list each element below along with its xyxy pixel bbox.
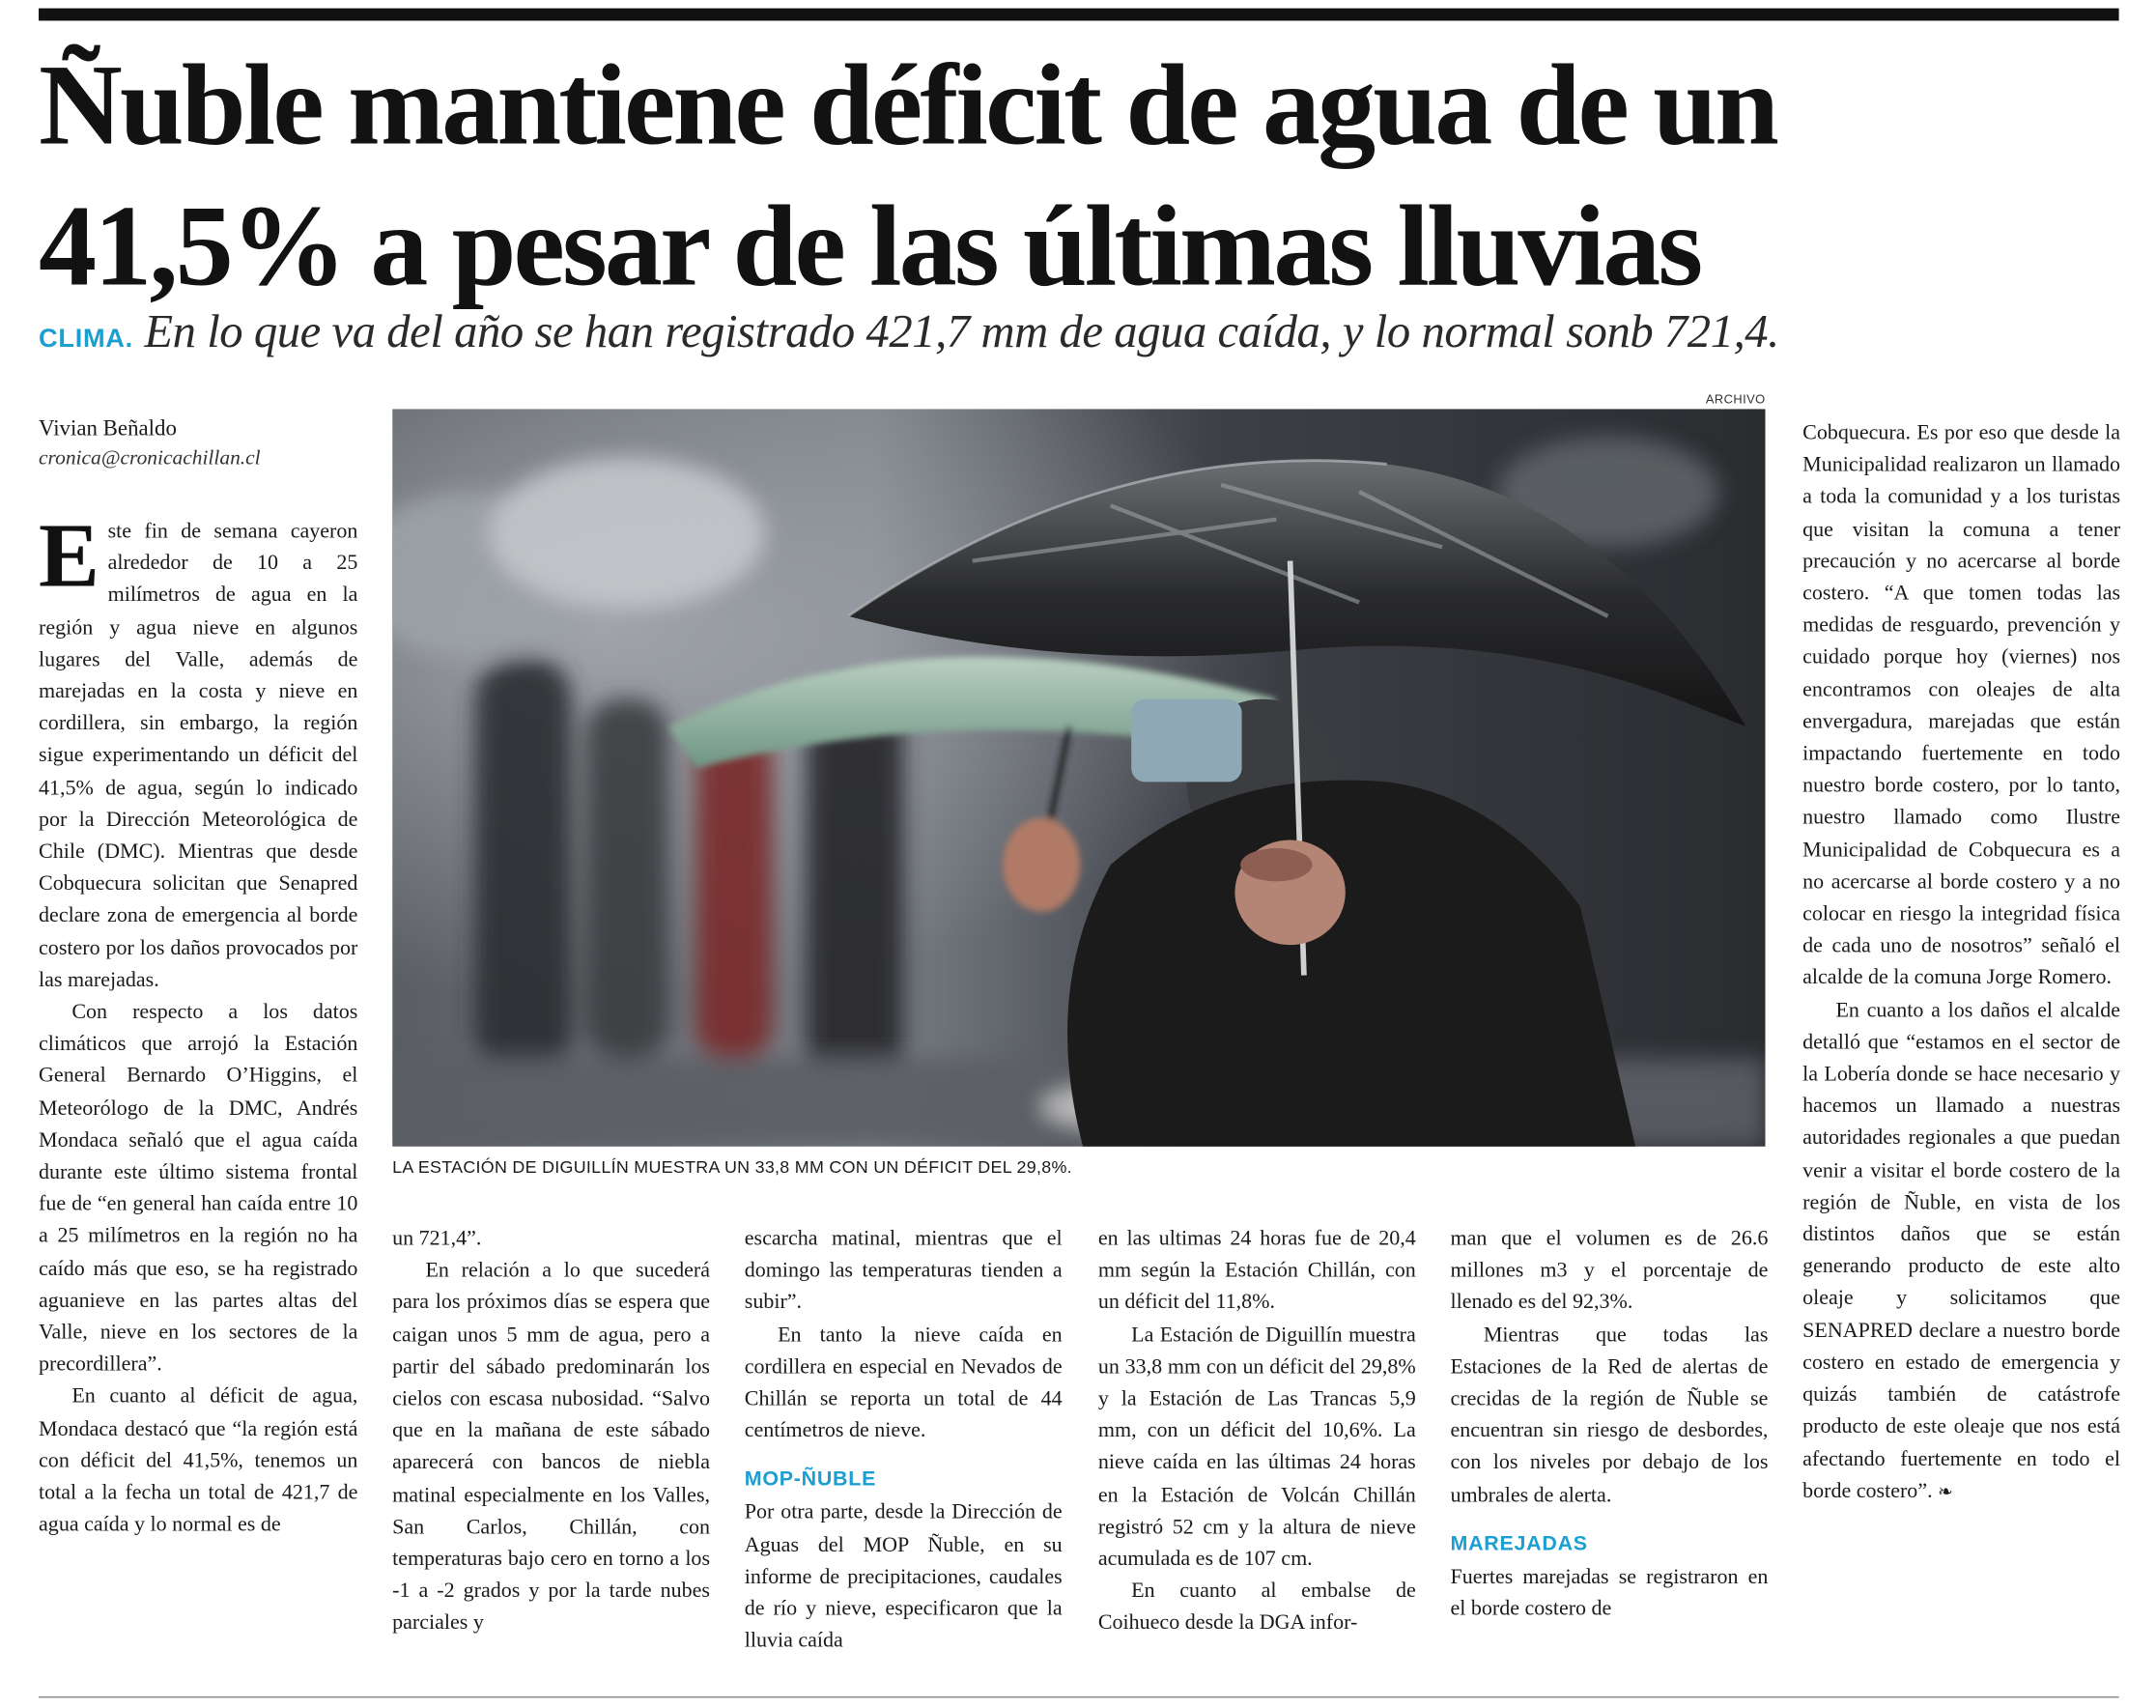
subhead-marejadas: MAREJADAS [1450, 1531, 1588, 1555]
article-column-2 [392, 1223, 710, 1639]
paragraph-4-start: En relación a lo que sucederá para los próximos días se espera que caigan unos 5 mm de agua, pero a partir del sábado predominarán los cielos con escasa nubosidad. “Salvo que en la mañana de este sábado aparecerá con bancos de niebla matinal especialmente en los Valles, San Carlos, Chillán, con temperaturas bajo cero en torno a los -1 a -2 grados y por la tarde nubes parciales y [392, 1259, 711, 1636]
paragraph-5: En tanto la nieve caída en cordillera en especial en Nevados de Chillán se reporta un total de 44 centímetros de nieve. [744, 1323, 1063, 1443]
headline-line-1: Ñuble mantiene déficit de agua de un [39, 41, 1777, 170]
subtitle [39, 306, 2119, 358]
headline-line-2: 41,5% a pesar de las últimas lluvias [39, 182, 1701, 311]
photo-caption: LA ESTACIÓN DE DIGUILLÍN MUESTRA UN 33,8 MM CON UN DÉFICIT DEL 29,8%. [392, 1157, 1072, 1178]
deck: En lo que va del año se han registrado 421,7 mm de agua caída, y lo normal sonb 721,4. [144, 306, 1779, 358]
paragraph-4-end: escarcha matinal, mientras que el domingo las temperaturas tienden a subir”. [744, 1226, 1063, 1315]
headline [39, 36, 2119, 318]
umbrella-photo-illustration [392, 409, 1765, 1147]
umbrella-photo [392, 409, 1765, 1147]
paragraph-6-start: Por otra parte, desde la Dirección de Aguas del MOP Ñuble, en su informe de precipitaciones, caudales de río y nieve, especificaron que la lluvia caída [744, 1500, 1063, 1653]
end-mark-icon: ❧ [1938, 1481, 1953, 1503]
paragraph-8-end: man que el volumen es de 26.6 millones m3 y el porcentaje de llenado es del 92,3%. [1450, 1226, 1769, 1315]
paragraph-7: La Estación de Diguillín muestra un 33,8 mm con un déficit del 29,8% y la Estación de Las Trancas 5,9 mm, con un déficit del 10,6%. La nieve caída en las últimas 24 horas en la Estación de Volcán Chillán registró 52 cm y la altura de nieve acumulada es de 107 cm. [1097, 1323, 1416, 1571]
paragraph-11-text: En cuanto a los daños el alcalde detalló que “estamos en el sector de la Lobería donde se hace necesario y hacemos un llamado a nuestras autoridades regionales a que puedan venir a visitar el borde costero de la región de Ñuble, en vista de los distintos daños que se están generando producto de este alto oleaje y solicitamos que SENAPRED declare a nuestro borde costero en estado de emergencia y quizás también de catástrofe producto de este oleaje que nos está afectando fuertemente en todo el borde costero”. [1802, 998, 2121, 1503]
paragraph-1 [39, 505, 358, 996]
paragraph-1-text: ste fin de semana cayeron alrededor de 10 a 25 milímetros de agua en la región y agua nieve en algunos lugares del Valle, además de marejadas en la costa y nieve en cordillera, sin embargo, la región sigue experimentando un déficit del 41,5% de agua, según lo indicado por la Dirección Meteorológica de Chile (DMC). Mientras que desde Cobquecura solicitan que Senapred declare zona de emergencia al borde costero por los daños provocados por las marejadas. [39, 519, 358, 992]
paragraph-6-end: en las ultimas 24 horas fue de 20,4 mm según la Estación Chillán, con un déficit del 11,8%. [1097, 1226, 1416, 1315]
article-column-4 [1098, 1223, 1416, 1639]
article-column-1 [39, 505, 358, 1541]
top-rule [39, 9, 2119, 21]
subhead-mop-nuble: MOP-ÑUBLE [744, 1467, 877, 1492]
paragraph-11 [1802, 994, 2120, 1508]
paragraph-3-start: En cuanto al déficit de agua, Mondaca destacó que “la región está con déficit del 41,5%, tenemos un total a la fecha un total de 421,7 de agua caída y lo normal es de [39, 1384, 358, 1537]
author-name: Vivian Beñaldo [39, 416, 177, 441]
article-column-6 [1802, 417, 2120, 1509]
byline [39, 417, 370, 471]
photo-credit: ARCHIVO [1705, 392, 1766, 407]
article-column-5 [1451, 1223, 1769, 1625]
author-email: cronica@cronicachillan.cl [39, 447, 261, 470]
section-kicker: CLIMA. [39, 325, 133, 355]
drop-cap: E [39, 505, 100, 607]
paragraph-10-start: Fuertes marejadas se registraron en el borde costero de [1450, 1564, 1769, 1621]
article-column-3 [745, 1223, 1063, 1658]
paragraph-2: Con respecto a los datos climáticos que arrojó la Estación General Bernardo O’Higgins, el Meteorólogo de la DMC, Andrés Mondaca señaló que el agua caída durante este último sistema frontal fue de “en general han caída entre 10 a 25 milímetros en la región no ha caído más que eso, se ha registrado aguanieve en las partes altas del Valle, nieve en los sectores de la precordillera”. [39, 1000, 358, 1377]
paragraph-3-end: un 721,4”. [392, 1226, 482, 1251]
paragraph-8-start: En cuanto al embalse de Coihueco desde la DGA infor- [1097, 1579, 1416, 1636]
paragraph-10-end: Cobquecura. Es por eso que desde la Municipalidad realizaron un llamado a toda la comunidad y a los turistas que visitan la comuna a tener precaución y no acercarse al borde costero. “A que tomen todas las medidas de resguardo, prevención y cuidado porque hoy (viernes) nos encontramos con oleajes de alta envergadura, marejadas que están impactando fuertemente en todo nuestro borde costero, por lo tanto, nuestro llamado como Ilustre Municipalidad de Cobquecura es a no acercarse al borde costero y a no colocar en riesgo la integridad física de cada uno de nosotros” señaló el alcalde de la comuna Jorge Romero. [1802, 421, 2121, 990]
paragraph-9: Mientras que todas las Estaciones de la Red de alertas de crecidas de la región de Ñuble se encuentran sin riesgo de desbordes, con los niveles por debajo de los umbrales de alerta. [1450, 1323, 1769, 1507]
bottom-rule [39, 1696, 2119, 1697]
